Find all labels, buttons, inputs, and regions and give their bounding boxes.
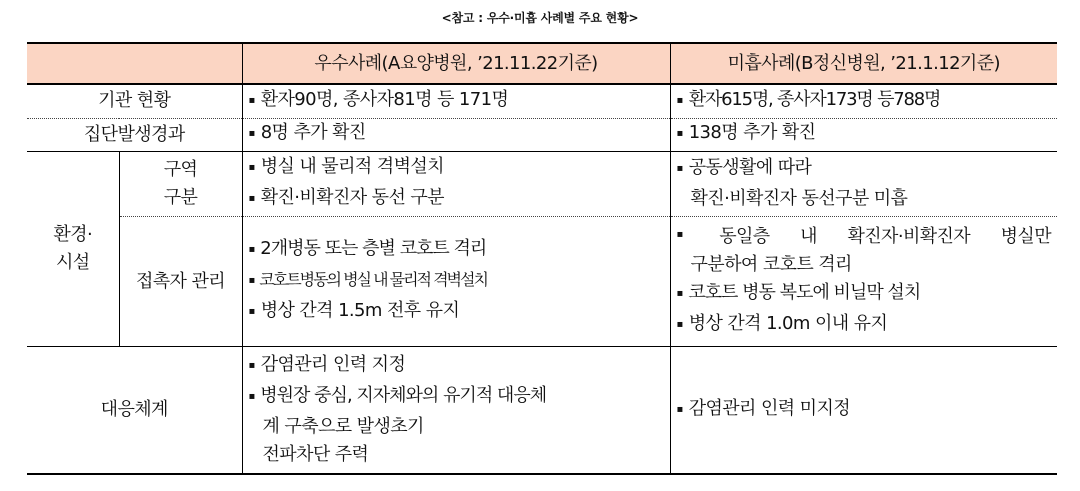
bullet-icon: ▪ [248,128,255,140]
list-item: ▪ 코호트 병동 복도에 비닐막 설치 [676,281,921,303]
bullet-icon: ▪ [248,244,255,255]
row-response-system [27,347,1057,474]
cell-contact-poor: ▪ 동일층 내 확진자·비확진자 병실만 구분하여 코호트 격리 ▪ 코호트 병동 복도에 비닐막 설치 ▪ 병상 간격 1.0m 이내 유지 [670,216,1057,346]
bullet-icon: ▪ [676,128,683,140]
cell-contact-good [242,216,670,346]
bullet-icon: ▪ [676,94,683,106]
list-item: ▪ 2개병동 또는 층별 코호트 격리 [248,238,487,259]
cell-zone-good [242,151,670,216]
row-contact-management [27,216,1057,346]
comparison-table [27,42,1057,475]
cell-response-poor: ▪ 감염관리 인력 미지정 [670,347,1057,474]
bullet-icon: ▪ [676,403,683,415]
bullet-icon: ▪ [676,228,683,240]
label-institution-status: 기관 현황 [27,84,242,118]
list-item: ▪ 확진·비확진자 동선 구분 [248,186,444,208]
row-institution-status [27,84,1057,118]
bullet-icon: ▪ [676,318,683,330]
bullet-icon: ▪ [248,192,255,204]
bullet-icon: ▪ [676,163,683,175]
header-row [27,43,1057,84]
cell-status-good: ▪ 환자90명, 종사자81명 등 171명 [242,84,670,118]
table-caption: <참고 : 우수·미흡 사례별 주요 현황> [441,11,639,25]
label-environment-facility: 환경· 시설 [27,151,119,347]
cell-outbreak-poor: ▪ 138명 추가 확진 [670,118,1057,151]
bullet-icon: ▪ [248,306,255,317]
label-outbreak: 집단발생경과 [27,118,242,151]
header-good-case: 우수사례(A요양병원, ’21.11.22기준) [242,43,670,84]
list-item: ▪ 병상 간격 1.5m 전후 유지 [248,300,460,321]
list-item: ▪ 병상 간격 1.0m 이내 유지 [676,312,888,334]
label-response-system: 대응체계 [27,347,242,474]
cell-response-good: ▪ 감염관리 인력 지정 ▪ 병원장 중심, 지자체와의 유기적 대응체 계 구축으로 발생초기 전파차단 주력 [242,347,670,474]
list-item: ▪ 병실 내 물리적 격벽설치 [248,155,444,177]
list-item: ▪ 코호트병동의 병실 내 물리적 격벽설치 [248,270,487,289]
cell-status-poor: ▪ 환자615명, 종사자173명 등788명 [670,84,1057,118]
bullet-icon: ▪ [676,287,683,299]
label-zone-division: 구역 구분 [119,151,242,216]
list-item: ▪ 동일층 내 확진자·비확진자 병실만 [677,223,1052,251]
bullet-icon: ▪ [248,161,255,173]
bullet-icon: ▪ [248,391,255,403]
bullet-icon: ▪ [248,275,254,286]
header-poor-case: 미흡사례(B정신병원, ’21.1.12기준) [670,43,1057,84]
bullet-icon: ▪ [248,360,255,372]
bullet-icon: ▪ [248,94,255,106]
row-outbreak [27,118,1057,151]
list-item: ▪ 감염관리 인력 지정 [248,354,406,376]
cell-outbreak-good: ▪ 8명 추가 확진 [242,118,670,151]
label-contact-management: 접촉자 관리 [119,216,242,346]
header-empty-cell [27,43,242,84]
list-item: ▪ 병원장 중심, 지자체와의 유기적 대응체 [248,385,547,407]
list-item: ▪ 공동생활에 따라 [676,157,812,179]
cell-zone-poor: ▪ 공동생활에 따라 확진·비확진자 동선구분 미흡 [670,151,1057,216]
row-zone-division [27,151,1057,216]
